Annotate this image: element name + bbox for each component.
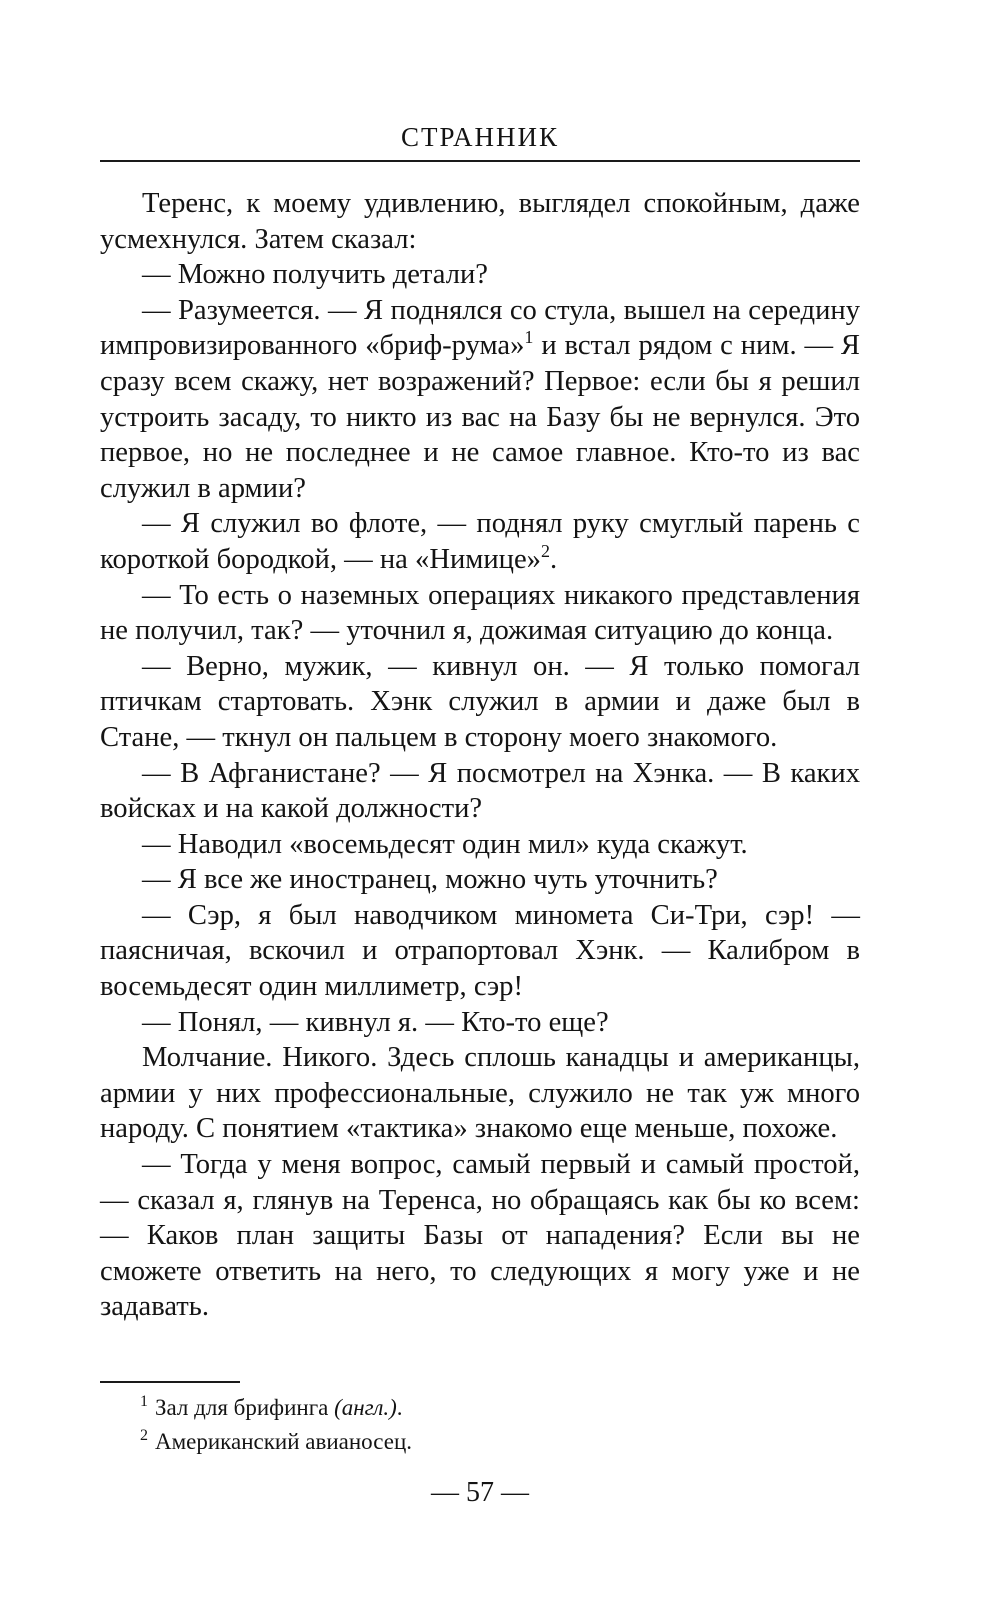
footnote-ref: 1 <box>524 327 534 348</box>
page-number: — 57 — <box>431 1477 529 1508</box>
body-text <box>100 186 860 1325</box>
paragraph: — Сэр, я был наводчиком миномета Си-Три, сэр! — паясничая, вскочил и отрапортовал Хэнк. — Калибром в восемьдесят один миллиметр, сэр! <box>100 899 860 1003</box>
text-run: . <box>549 543 558 575</box>
footnotes <box>100 1391 860 1459</box>
paragraph: Теренс, к моему удивлению, выглядел спокойным, даже усмехнулся. Затем сказал: <box>100 188 860 255</box>
footnote-text: Американский авианосец. <box>155 1429 412 1454</box>
text-run: и встал рядом с ним. — Я сразу всем скажу, нет возражений? Первое: если бы я решил устроить засаду, то никто из вас на Базу бы не вернулся. Это первое, но не последнее и не самое главное. Кто-то из вас служил в армии? <box>100 330 861 504</box>
footnote-text: Зал для брифинга <box>155 1395 329 1420</box>
footnote-ref: 2 <box>540 540 550 561</box>
paragraph: — Понял, — кивнул я. — Кто-то еще? <box>142 1006 609 1038</box>
paragraph: — Можно получить детали? <box>142 259 488 291</box>
paragraph <box>100 506 860 577</box>
paragraph: — Наводил «восемьдесят один мил» куда скажут. <box>142 828 748 860</box>
text-run: — Я служил во флоте, — поднял руку смуглый парень с короткой бородкой, — на «Нимице» <box>100 508 860 575</box>
paragraph <box>100 293 860 507</box>
paragraph: — Верно, мужик, — кивнул он. — Я только помогал птичкам стартовать. Хэнк служил в армии и даже был в Стане, — ткнул он пальцем в сторону моего знакомого. <box>100 650 860 753</box>
footnote-rule <box>100 1381 240 1383</box>
footnote-end: . <box>396 1395 403 1420</box>
paragraph: — Тогда у меня вопрос, самый первый и самый простой, — сказал я, глянув на Теренса, но обращаясь как бы ко всем: — Каков план защиты Базы от нападения? Если вы не сможете ответить на него, то следующих я могу уже и не задавать. <box>100 1149 860 1323</box>
footnote-mark: 1 <box>140 1393 148 1410</box>
paragraph: Молчание. Никого. Здесь сплошь канадцы и американцы, армии у них профессиональные, служило не так уж много народу. С понятием «тактика» знакомо еще меньше, похоже. <box>100 1042 860 1145</box>
running-head: СТРАННИК <box>400 122 560 152</box>
footnote-mark: 2 <box>140 1427 148 1444</box>
paragraph: — То есть о наземных операциях никакого представления не получил, так? — уточнил я, дожимая ситуацию до конца. <box>100 579 860 647</box>
footnote-language-note: (англ.) <box>334 1395 397 1420</box>
footnote <box>100 1425 860 1459</box>
text-run: — Разумеется. — Я поднялся со стула, вышел на середину импровизированного «бриф-рума» <box>100 294 860 362</box>
header-rule <box>100 160 860 162</box>
paragraph: — В Афганистане? — Я посмотрел на Хэнка. — В каких войсках и на какой должности? <box>100 757 860 825</box>
footnote <box>100 1391 860 1425</box>
paragraph: — Я все же иностранец, можно чуть уточнить? <box>142 864 718 896</box>
